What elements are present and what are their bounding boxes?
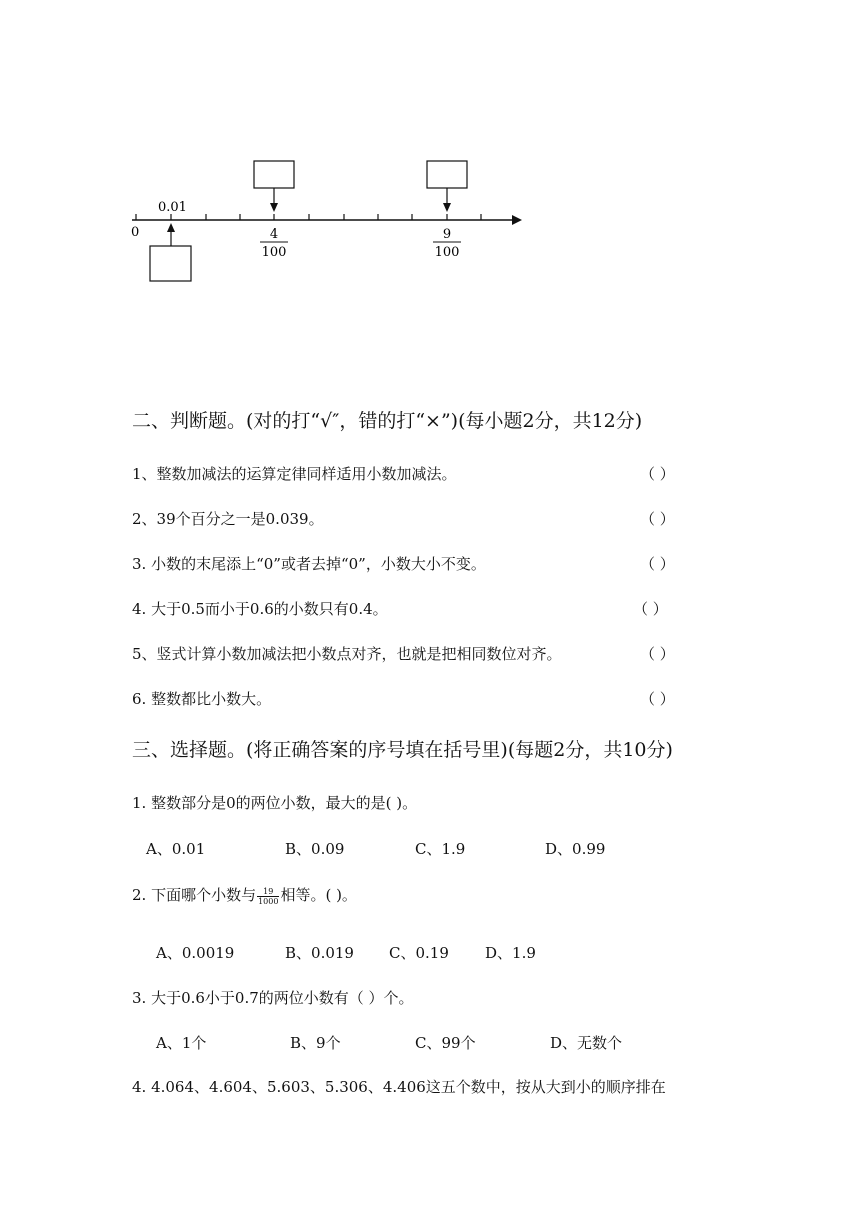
judgement-item-2: 2、39个百分之一是0.039。 — [132, 510, 324, 528]
choice-q1: 1. 整数部分是0的两位小数，最大的是( )。 — [132, 794, 418, 812]
choice-q1-option-d[interactable]: D、0.99 — [545, 840, 606, 858]
answer-box-bottom[interactable] — [150, 246, 191, 281]
choice-q1-option-c[interactable]: C、1.9 — [415, 840, 466, 858]
choice-q3: 3. 大于0.6小于0.7的两位小数有（ ）个。 — [132, 989, 414, 1007]
frac2-num: 9 — [442, 227, 452, 242]
judgement-item-5: 5、竖式计算小数加减法把小数点对齐，也就是把相同数位对齐。 — [132, 645, 562, 663]
fraction-denominator: 1000 — [258, 896, 279, 906]
choice-q3-option-c[interactable]: C、99个 — [415, 1034, 476, 1052]
judgement-answer-5[interactable]: （ ） — [640, 645, 675, 663]
frac1-den: 100 — [261, 245, 287, 260]
choice-q2-suffix: 相等。( )。 — [280, 886, 357, 904]
arrowhead-top-left — [270, 203, 278, 212]
axis-ticks — [136, 214, 481, 220]
judgement-answer-6[interactable]: （ ） — [640, 690, 675, 708]
judgement-answer-3[interactable]: （ ） — [640, 555, 675, 573]
choice-q3-option-b[interactable]: B、9个 — [290, 1034, 341, 1052]
section2-heading: 二、判断题。(对的打“√″，错的打“×”)(每小题2分，共12分) — [132, 410, 643, 432]
arrowhead-bottom — [167, 223, 175, 232]
section3-heading: 三、选择题。(将正确答案的序号填在括号里)(每题2分，共10分) — [132, 739, 673, 761]
judgement-item-4: 4. 大于0.5而小于0.6的小数只有0.4。 — [132, 600, 388, 618]
judgement-answer-1[interactable]: （ ） — [640, 465, 675, 483]
fraction-numerator: 19 — [257, 887, 279, 897]
choice-q2-option-c[interactable]: C、0.19 — [389, 944, 449, 962]
choice-q2-option-b[interactable]: B、0.019 — [285, 944, 354, 962]
judgement-answer-2[interactable]: （ ） — [640, 510, 675, 528]
choice-q2-option-d[interactable]: D、1.9 — [485, 944, 536, 962]
frac1-num: 4 — [269, 227, 279, 242]
choice-q3-option-a[interactable]: A、1个 — [156, 1034, 207, 1052]
label-first: 0.01 — [158, 200, 187, 215]
axis-arrowhead — [512, 215, 522, 225]
choice-q3-option-d[interactable]: D、无数个 — [550, 1034, 623, 1052]
frac2-den: 100 — [434, 245, 460, 260]
choice-q2-option-a[interactable]: A、0.0019 — [156, 944, 235, 962]
choice-q1-option-b[interactable]: B、0.09 — [285, 840, 345, 858]
judgement-item-3: 3. 小数的末尾添上“0”或者去掉“0”，小数大小不变。 — [132, 555, 486, 573]
choice-q2-prefix: 2. 下面哪个小数与 — [132, 886, 257, 904]
judgement-item-1: 1、整数加减法的运算定律同样适用小数加减法。 — [132, 465, 457, 483]
number-line-figure — [120, 150, 540, 290]
arrowhead-top-right — [443, 203, 451, 212]
judgement-answer-4[interactable]: （ ） — [633, 600, 668, 618]
label-zero: 0 — [131, 225, 140, 240]
choice-q2 — [132, 884, 357, 906]
judgement-item-6: 6. 整数都比小数大。 — [132, 690, 272, 708]
answer-box-top-right[interactable] — [427, 161, 467, 188]
choice-q4: 4. 4.064、4.604、5.603、5.306、4.406这五个数中，按从大到小的顺序排在 — [132, 1078, 666, 1096]
answer-box-top-left[interactable] — [254, 161, 294, 188]
choice-q2-fraction — [257, 887, 279, 906]
choice-q1-option-a[interactable]: A、0.01 — [146, 840, 206, 858]
